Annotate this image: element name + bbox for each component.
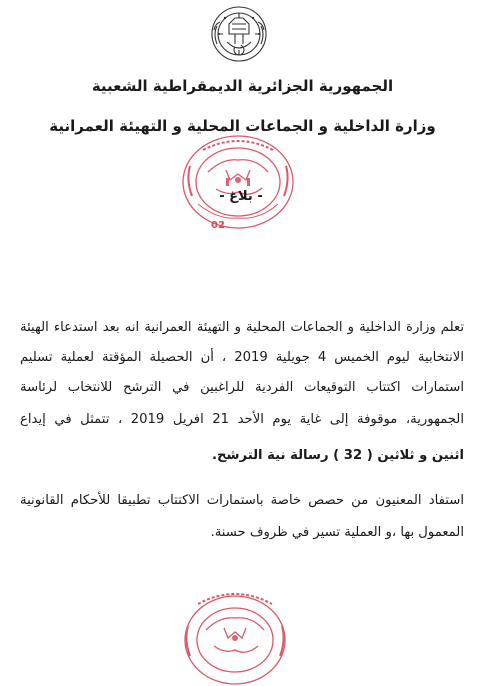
paragraph1-line5: اثنين و ثلاثين ( 32 ) رسالة نية الترشح. bbox=[212, 448, 464, 463]
paragraph2-line1: استفاد المعنيون من حصص خاصة باستمارات الاكتتاب تطبيقا للأحكام القانونية bbox=[20, 493, 464, 508]
paragraph1-line1: تعلم وزارة الداخلية و الجماعات المحلية و التهيئة العمرانية انه بعد استدعاء الهيئة bbox=[20, 320, 464, 335]
stamp-number: 02 bbox=[211, 220, 225, 231]
paragraph1-line4: الجمهورية، موقوفة إلى غاية يوم الأحد 21 افريل 2019 ، تتمثل في إيداع bbox=[20, 412, 464, 427]
republic-name: الجمهورية الجزائرية الديمقراطية الشعبية bbox=[91, 77, 394, 95]
notice-title: - بلاغ - bbox=[219, 189, 263, 204]
paragraph2-line2: المعمول بها ،و العملية تسير في ظروف حسنة. bbox=[210, 525, 464, 540]
paragraph1-line3: استمارات اكتتاب التوقيعات الفردية للراغبين في الترشح للانتخاب لرئاسة bbox=[20, 380, 464, 395]
ministry-stamp-icon bbox=[168, 134, 308, 236]
ministry-stamp-bottom-icon bbox=[170, 586, 300, 686]
state-emblem-icon bbox=[205, 4, 273, 64]
paragraph1-line2: الانتخابية ليوم الخميس 4 جويلية 2019 ، أن الحصيلة المؤقتة لعملية تسليم bbox=[20, 350, 464, 365]
ministry-name: وزارة الداخلية و الجماعات المحلية و التهيئة العمرانية bbox=[49, 117, 436, 135]
